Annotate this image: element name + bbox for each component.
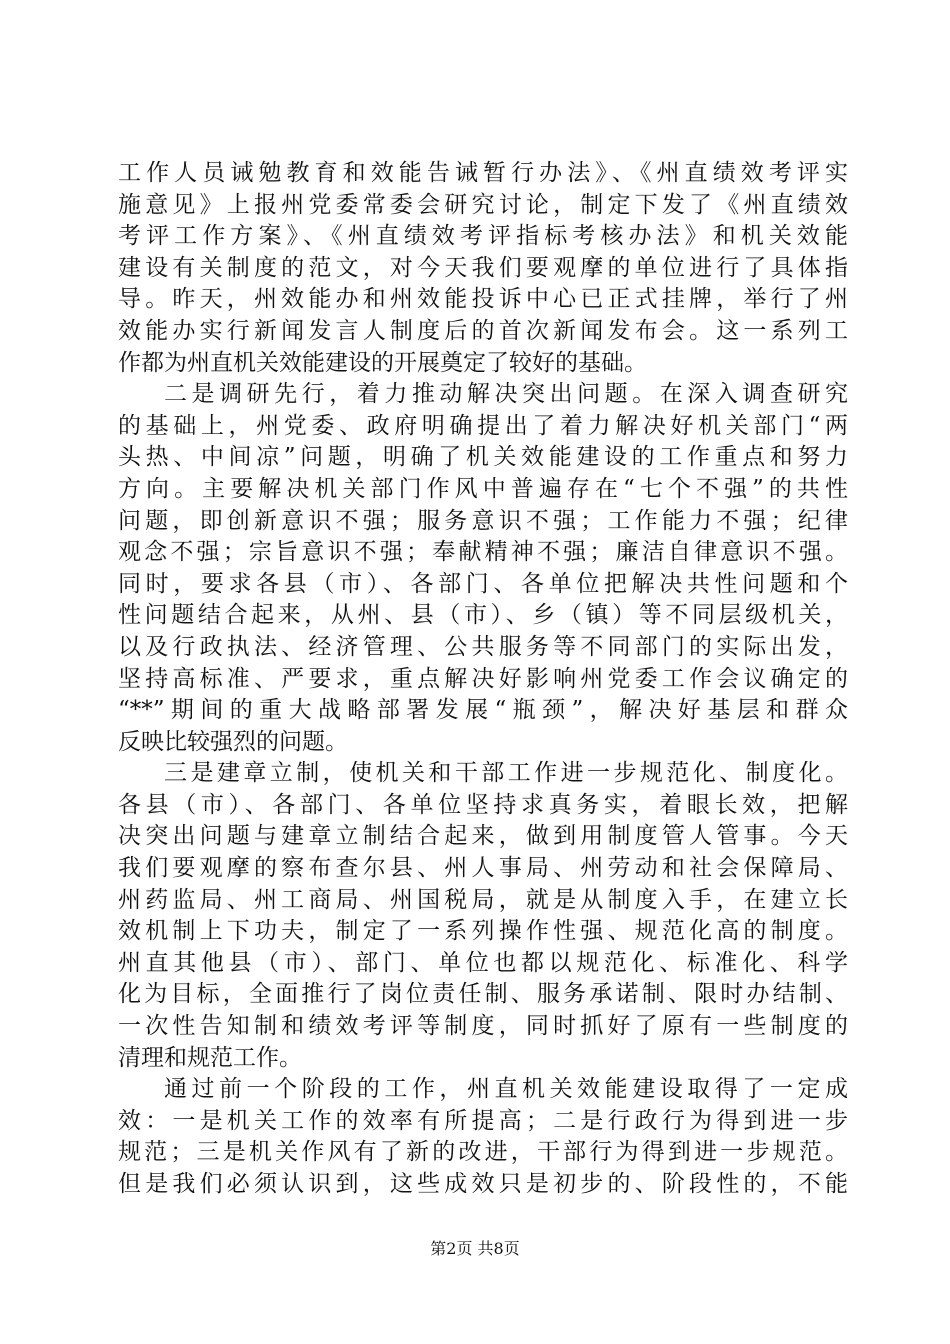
text-line: 工作人员诫勉教育和效能告诫暂行办法》、《州直绩效考评实 [118, 160, 848, 186]
text-line: 坚持高标准、严要求，重点解决好影响州党委工作会议确定的 [118, 665, 848, 692]
text-line: 考评工作方案》、《州直绩效考评指标考核办法》和机关效能 [118, 223, 848, 250]
text-line: 建设有关制度的范文，对今天我们要观摩的单位进行了具体指 [118, 254, 848, 281]
text-line: 同时，要求各县（市）、各部门、各单位把解决共性问题和个 [118, 570, 848, 597]
text-line: 效：一是机关工作的效率有所提高；二是行政行为得到进一步 [118, 1107, 848, 1134]
text-line: 清理和规范工作。 [118, 1044, 302, 1071]
text-line: 化为目标，全面推行了岗位责任制、服务承诺制、限时办结制、 [118, 981, 848, 1008]
text-line: 方向。主要解决机关部门作风中普遍存在“七个不强”的共性 [118, 475, 848, 502]
text-line: 一次性告知制和绩效考评等制度，同时抓好了原有一些制度的 [118, 1013, 848, 1040]
text-line: 效能办实行新闻发言人制度后的首次新闻发布会。这一系列工 [118, 317, 848, 344]
text-line: 施意见》上报州党委常委会研究讨论，制定下发了《州直绩效 [118, 191, 848, 218]
text-line: 规范；三是机关作风有了新的改进，干部行为得到进一步规范。 [118, 1139, 848, 1166]
text-line: “**”期间的重大战略部署发展“瓶颈”，解决好基层和群众 [118, 697, 848, 724]
body-text [118, 158, 848, 1201]
text-line: 但是我们必须认识到，这些成效只是初步的、阶段性的，不能 [118, 1171, 848, 1197]
text-line: 观念不强；宗旨意识不强；奉献精神不强；廉洁自律意识不强。 [118, 539, 848, 566]
text-line: 我们要观摩的察布查尔县、州人事局、州劳动和社会保障局、 [118, 855, 848, 882]
text-line: 以及行政执法、经济管理、公共服务等不同部门的实际出发， [118, 633, 848, 660]
text-line: 的基础上，州党委、政府明确提出了着力解决好机关部门“两 [118, 412, 848, 439]
text-line: 性问题结合起来，从州、县（市）、乡（镇）等不同层级机关， [118, 602, 848, 629]
text-line: 头热、中间凉”问题，明确了机关效能建设的工作重点和努力 [118, 444, 848, 471]
text-line: 导。昨天，州效能办和州效能投诉中心已正式挂牌，举行了州 [118, 286, 848, 313]
text-line: 通过前一个阶段的工作，州直机关效能建设取得了一定成 [164, 1076, 848, 1103]
text-line: 三是建章立制，使机关和干部工作进一步规范化、制度化。 [164, 760, 848, 787]
text-line: 问题，即创新意识不强；服务意识不强；工作能力不强；纪律 [118, 507, 848, 534]
text-line: 决突出问题与建章立制结合起来，做到用制度管人管事。今天 [118, 823, 848, 850]
text-line: 州药监局、州工商局、州国税局，就是从制度入手，在建立长 [118, 886, 848, 913]
text-line: 作都为州直机关效能建设的开展奠定了较好的基础。 [118, 349, 647, 376]
text-line: 效机制上下功夫，制定了一系列操作性强、规范化高的制度。 [118, 918, 848, 945]
text-line: 州直其他县（市）、部门、单位也都以规范化、标准化、科学 [118, 949, 848, 976]
text-line: 各县（市）、各部门、各单位坚持求真务实，着眼长效，把解 [118, 791, 848, 818]
page-footer [0, 1239, 950, 1259]
page-number-label: 第2页 共8页 [430, 1239, 520, 1258]
text-line: 反映比较强烈的问题。 [118, 728, 348, 755]
text-line: 二是调研先行，着力推动解决突出问题。在深入调查研究 [164, 381, 848, 408]
